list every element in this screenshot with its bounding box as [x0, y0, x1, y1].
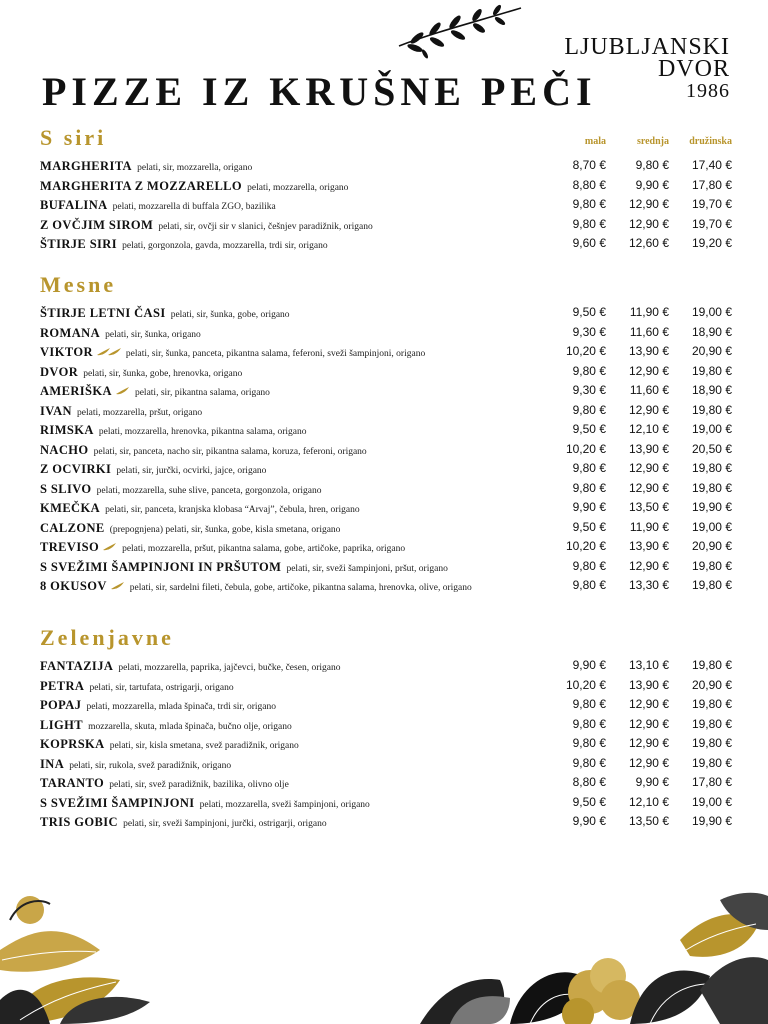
- chili-pepper-icon: [102, 542, 118, 552]
- menu-item-row: [40, 695, 732, 715]
- menu-item-row: [40, 479, 732, 499]
- price-small: 9,80 €: [572, 363, 606, 378]
- pizza-ingredients: pelati, mozzarella, sveži šampinjoni, origano: [199, 799, 370, 810]
- price-small: 9,80 €: [572, 216, 606, 231]
- menu-item-row: [40, 656, 732, 676]
- menu-item-row: [40, 557, 732, 577]
- price-small: 9,90 €: [572, 658, 606, 672]
- menu-item-description: [40, 678, 560, 695]
- pizza-ingredients: pelati, sir, kisla smetana, svež paradižnik, origano: [109, 741, 299, 751]
- pizza-ingredients: pelati, sir, jurčki, ocvirki, jajce, origano: [116, 466, 267, 476]
- price-small: 9,80 €: [572, 755, 606, 770]
- price-medium: 9,90 €: [635, 775, 669, 789]
- menu-item-row: [40, 362, 732, 382]
- pizza-ingredients: pelati, sir, panceta, nacho sir, pikantna salama, koruza, feferoni, origano: [93, 446, 367, 457]
- pizza-ingredients: pelati, sir, šunka, gobe, origano: [170, 310, 290, 320]
- price-small: 9,80 €: [572, 461, 606, 475]
- pizza-ingredients: pelati, sir, šunka, origano: [105, 329, 201, 340]
- botanical-decoration-left: [0, 890, 150, 1024]
- pizza-ingredients: pelati, mozzarella, pršut, origano: [77, 407, 203, 418]
- price-small: 9,80 €: [572, 558, 606, 573]
- pizza-name: MARGHERITA Z MOZZARELLO: [40, 178, 243, 193]
- price-small: 9,60 €: [572, 236, 606, 250]
- pizza-ingredients: pelati, mozzarella, pršut, pikantna salama, gobe, artičoke, paprika, origano: [122, 544, 406, 554]
- pizza-name: ROMANA: [40, 325, 101, 340]
- pizza-name: S SLIVO: [40, 481, 92, 496]
- pizza-name: KMEČKA: [40, 501, 101, 515]
- section-siri: [40, 124, 732, 254]
- price-medium: 12,90 €: [628, 755, 669, 770]
- menu-item-description: [40, 578, 560, 595]
- price-medium: 12,90 €: [628, 402, 669, 417]
- menu-item-description: [40, 775, 560, 792]
- section-title-mesne: Mesne: [40, 272, 117, 297]
- botanical-decoration-right: [420, 880, 768, 1024]
- pizza-name: TREVISO: [40, 540, 100, 554]
- size-label-family: družinska: [689, 136, 732, 147]
- price-medium: 12,90 €: [628, 216, 669, 231]
- price-family: 19,80 €: [691, 578, 732, 592]
- pizza-name: PETRA: [40, 678, 85, 693]
- pizza-ingredients: pelati, sir, sveži šampinjoni, pršut, origano: [286, 563, 448, 574]
- chili-pepper-icon: [110, 581, 126, 591]
- pizza-name: Z OCVIRKI: [40, 462, 112, 476]
- price-medium: 13,90 €: [628, 677, 669, 692]
- pizza-name: RIMSKA: [40, 423, 94, 437]
- price-family: 18,90 €: [691, 383, 732, 397]
- menu-item-description: [40, 383, 560, 400]
- price-family: 19,80 €: [691, 716, 732, 731]
- price-family: 19,00 €: [691, 422, 732, 436]
- price-family: 19,80 €: [691, 480, 732, 495]
- pizza-ingredients: pelati, mozzarella di buffala ZGO, bazilika: [112, 202, 276, 212]
- price-small: 9,90 €: [572, 500, 606, 514]
- price-small: 9,80 €: [572, 402, 606, 417]
- pizza-ingredients: pelati, sir, sveži šampinjoni, jurčki, ostrigarji, origano: [123, 819, 327, 829]
- menu-item-description: [40, 539, 560, 556]
- pizza-name: ŠTIRJE LETNI ČASI: [40, 306, 166, 320]
- section-mesne: [40, 271, 732, 606]
- menu-item-row: [40, 715, 732, 735]
- price-family: 19,80 €: [691, 461, 732, 475]
- menu-item-row: [40, 342, 732, 362]
- menu-item-description: [40, 697, 560, 714]
- price-medium: 9,80 €: [635, 158, 669, 172]
- price-small: 9,80 €: [572, 578, 606, 592]
- price-small: 8,70 €: [572, 158, 606, 172]
- price-family: 17,80 €: [691, 775, 732, 789]
- price-small: 8,80 €: [572, 775, 606, 789]
- menu-item-row: [40, 518, 732, 538]
- menu-item-description: [40, 795, 560, 812]
- price-small: 8,80 €: [572, 177, 606, 192]
- price-medium: 12,60 €: [628, 236, 669, 250]
- menu-item-row: [40, 401, 732, 421]
- pizza-name: S SVEŽIMI ŠAMPINJONI: [40, 795, 195, 810]
- pizza-name: Z OVČJIM SIROM: [40, 217, 154, 232]
- item-list: [40, 156, 732, 254]
- price-medium: 12,90 €: [628, 697, 669, 711]
- price-medium: 13,90 €: [628, 539, 669, 553]
- menu-item-row: [40, 195, 732, 215]
- pizza-name: POPAJ: [40, 698, 82, 712]
- pizza-name: FANTAZIJA: [40, 659, 114, 673]
- pizza-ingredients: pelati, sir, šunka, panceta, pikantna salama, feferoni, sveži šampinjoni, origano: [125, 349, 426, 359]
- price-small: 9,30 €: [572, 324, 606, 339]
- pizza-name: 8 OKUSOV: [40, 579, 107, 593]
- price-small: 9,50 €: [572, 519, 606, 534]
- price-small: 9,80 €: [572, 697, 606, 711]
- price-small: 9,80 €: [572, 197, 606, 211]
- menu-item-description: [40, 422, 560, 439]
- price-family: 20,90 €: [691, 677, 732, 692]
- price-family: 19,90 €: [691, 814, 732, 828]
- pizza-name: AMERIŠKA: [40, 384, 112, 398]
- price-medium: 11,90 €: [629, 519, 669, 534]
- brand-year: 1986: [686, 80, 730, 102]
- price-family: 19,80 €: [691, 363, 732, 378]
- price-medium: 13,50 €: [628, 814, 669, 828]
- menu-item-description: [40, 305, 560, 322]
- pizza-name: ŠTIRJE SIRI: [40, 237, 118, 251]
- item-list: [40, 656, 732, 832]
- pizza-name: LIGHT: [40, 717, 83, 732]
- menu-item-description: [40, 344, 560, 361]
- price-family: 17,40 €: [691, 158, 732, 172]
- price-small: 9,90 €: [572, 814, 606, 828]
- pizza-ingredients: pelati, sir, pikantna salama, origano: [134, 388, 270, 398]
- menu-item-row: [40, 676, 732, 696]
- pizza-ingredients: pelati, mozzarella, hrenovka, pikantna salama, origano: [98, 427, 307, 437]
- menu-item-row: [40, 537, 732, 557]
- pizza-ingredients: pelati, mozzarella, paprika, jajčevci, bučke, česen, origano: [118, 663, 341, 673]
- price-family: 19,70 €: [691, 197, 732, 211]
- size-label-small: mala: [584, 136, 606, 147]
- pizza-ingredients: pelati, sir, svež paradižnik, bazilika, olivno olje: [109, 780, 289, 790]
- brand-name-line1: LJUBLJANSKI: [564, 34, 730, 60]
- size-header: [532, 136, 732, 150]
- menu-item-description: [40, 461, 560, 478]
- menu-item-description: [40, 325, 560, 342]
- pizza-ingredients: mozzarella, skuta, mlada špinača, bučno olje, origano: [88, 721, 292, 732]
- menu-item-description: [40, 717, 560, 734]
- pizza-name: BUFALINA: [40, 198, 108, 212]
- menu-item-description: [40, 814, 560, 831]
- pizza-name: TARANTO: [40, 776, 105, 790]
- price-small: 10,20 €: [565, 441, 606, 456]
- price-family: 20,90 €: [691, 539, 732, 553]
- price-family: 19,80 €: [691, 755, 732, 770]
- price-family: 20,90 €: [691, 344, 732, 358]
- menu-item-description: [40, 442, 560, 459]
- price-small: 9,80 €: [572, 480, 606, 495]
- menu-item-description: [40, 178, 560, 195]
- menu-item-row: [40, 156, 732, 176]
- price-small: 10,20 €: [565, 539, 606, 553]
- section-zelenjavne: [40, 624, 732, 832]
- pizza-ingredients: pelati, sir, šunka, gobe, hrenovka, origano: [83, 368, 243, 379]
- pizza-ingredients: (prepognjena) pelati, sir, šunka, gobe, kisla smetana, origano: [109, 524, 341, 535]
- menu-item-description: [40, 520, 560, 537]
- pizza-name: TRIS GOBIC: [40, 815, 118, 829]
- menu-item-description: [40, 500, 560, 517]
- price-family: 19,70 €: [691, 216, 732, 231]
- section-title-siri: S siri: [40, 125, 107, 150]
- menu-item-row: [40, 323, 732, 343]
- pizza-ingredients: pelati, sir, sardelni fileti, čebula, gobe, artičoke, pikantna salama, hrenovka, olive, origano: [129, 583, 472, 593]
- menu-item-row: [40, 215, 732, 235]
- pizza-name: DVOR: [40, 364, 79, 379]
- price-medium: 12,90 €: [628, 461, 669, 475]
- menu-item-row: [40, 459, 732, 479]
- price-medium: 13,10 €: [628, 658, 669, 672]
- menu-item-description: [40, 403, 560, 420]
- pizza-ingredients: pelati, sir, tartufata, ostrigarji, origano: [89, 682, 234, 693]
- price-small: 10,20 €: [565, 677, 606, 692]
- price-small: 9,50 €: [572, 422, 606, 436]
- price-medium: 13,90 €: [628, 441, 669, 456]
- pizza-ingredients: pelati, sir, panceta, kranjska klobasa “Arvaj”, čebula, hren, origano: [105, 505, 360, 515]
- price-small: 9,80 €: [572, 716, 606, 731]
- pizza-ingredients: pelati, sir, mozzarella, origano: [137, 163, 253, 173]
- price-medium: 11,60 €: [629, 324, 669, 339]
- pizza-ingredients: pelati, sir, ovčji sir v slanici, češnjev paradižnik, origano: [158, 221, 373, 232]
- menu-item-description: [40, 559, 560, 576]
- menu-item-row: [40, 303, 732, 323]
- menu-item-description: [40, 197, 560, 214]
- price-medium: 11,60 €: [629, 383, 669, 397]
- pizza-name: CALZONE: [40, 520, 105, 535]
- price-family: 19,20 €: [691, 236, 732, 250]
- price-small: 9,30 €: [572, 383, 606, 397]
- pizza-ingredients: pelati, sir, rukola, svež paradižnik, origano: [69, 760, 232, 771]
- price-family: 19,00 €: [691, 794, 732, 809]
- price-medium: 12,90 €: [628, 716, 669, 731]
- price-small: 9,50 €: [572, 305, 606, 319]
- price-medium: 13,50 €: [628, 500, 669, 514]
- menu-item-description: [40, 236, 560, 253]
- menu-item-row: [40, 812, 732, 832]
- menu-item-description: [40, 158, 560, 175]
- price-medium: 12,90 €: [628, 197, 669, 211]
- pizza-name: INA: [40, 756, 65, 771]
- item-list: [40, 303, 732, 606]
- pizza-name: MARGHERITA: [40, 159, 132, 173]
- menu-item-row: [40, 773, 732, 793]
- pizza-ingredients: pelati, mozzarella, suhe slive, panceta, gorgonzola, origano: [96, 485, 322, 496]
- size-label-medium: srednja: [636, 136, 669, 147]
- price-family: 19,90 €: [691, 500, 732, 514]
- price-medium: 13,30 €: [628, 578, 669, 592]
- menu-item-description: [40, 481, 560, 498]
- price-medium: 12,10 €: [628, 794, 669, 809]
- menu-item-row: [40, 498, 732, 518]
- brand-name-line2: DVOR: [657, 56, 730, 82]
- menu-item-description: [40, 217, 560, 234]
- price-medium: 12,90 €: [628, 363, 669, 378]
- pizza-ingredients: pelati, gorgonzola, gavda, mozzarella, trdi sir, origano: [122, 241, 328, 251]
- pizza-name: NACHO: [40, 442, 89, 457]
- price-family: 19,80 €: [691, 658, 732, 672]
- price-family: 19,00 €: [691, 305, 732, 319]
- menu-item-description: [40, 736, 560, 753]
- menu-item-row: [40, 576, 732, 606]
- menu-item-row: [40, 176, 732, 196]
- price-medium: 12,10 €: [628, 422, 669, 436]
- price-medium: 12,90 €: [628, 558, 669, 573]
- price-family: 18,90 €: [691, 324, 732, 339]
- price-family: 19,80 €: [691, 558, 732, 573]
- pizza-name: S SVEŽIMI ŠAMPINJONI IN PRŠUTOM: [40, 559, 282, 574]
- pizza-ingredients: pelati, mozzarella, origano: [247, 182, 349, 193]
- menu-item-row: [40, 440, 732, 460]
- menu-item-row: [40, 734, 732, 754]
- price-family: 17,80 €: [691, 177, 732, 192]
- pizza-name: KOPRSKA: [40, 737, 105, 751]
- pizza-ingredients: pelati, mozzarella, mlada špinača, trdi sir, origano: [86, 702, 276, 712]
- menu-item-description: [40, 364, 560, 381]
- menu-item-row: [40, 420, 732, 440]
- price-small: 9,80 €: [572, 736, 606, 750]
- menu-item-row: [40, 381, 732, 401]
- price-medium: 11,90 €: [629, 305, 669, 319]
- price-medium: 9,90 €: [635, 177, 669, 192]
- price-medium: 13,90 €: [628, 344, 669, 358]
- pizza-name: IVAN: [40, 403, 72, 418]
- price-family: 19,80 €: [691, 402, 732, 417]
- menu-item-row: [40, 754, 732, 774]
- page-title: PIZZE IZ KRUŠNE PEČI: [42, 69, 597, 114]
- section-title-zelenjavne: Zelenjavne: [40, 625, 174, 650]
- price-family: 19,80 €: [691, 736, 732, 750]
- price-medium: 12,90 €: [628, 736, 669, 750]
- menu-item-row: [40, 234, 732, 254]
- price-small: 10,20 €: [565, 344, 606, 358]
- price-family: 20,50 €: [691, 441, 732, 456]
- price-medium: 12,90 €: [628, 480, 669, 495]
- pizza-name: VIKTOR: [40, 345, 93, 359]
- herb-sprig-decoration: [395, 2, 525, 60]
- price-small: 9,50 €: [572, 794, 606, 809]
- price-family: 19,00 €: [691, 519, 732, 534]
- chili-pepper-icon: [115, 386, 131, 396]
- menu-item-description: [40, 658, 560, 675]
- chili-pepper-icon: [96, 347, 122, 357]
- price-family: 19,80 €: [691, 697, 732, 711]
- menu-item-row: [40, 793, 732, 813]
- menu-item-description: [40, 756, 560, 773]
